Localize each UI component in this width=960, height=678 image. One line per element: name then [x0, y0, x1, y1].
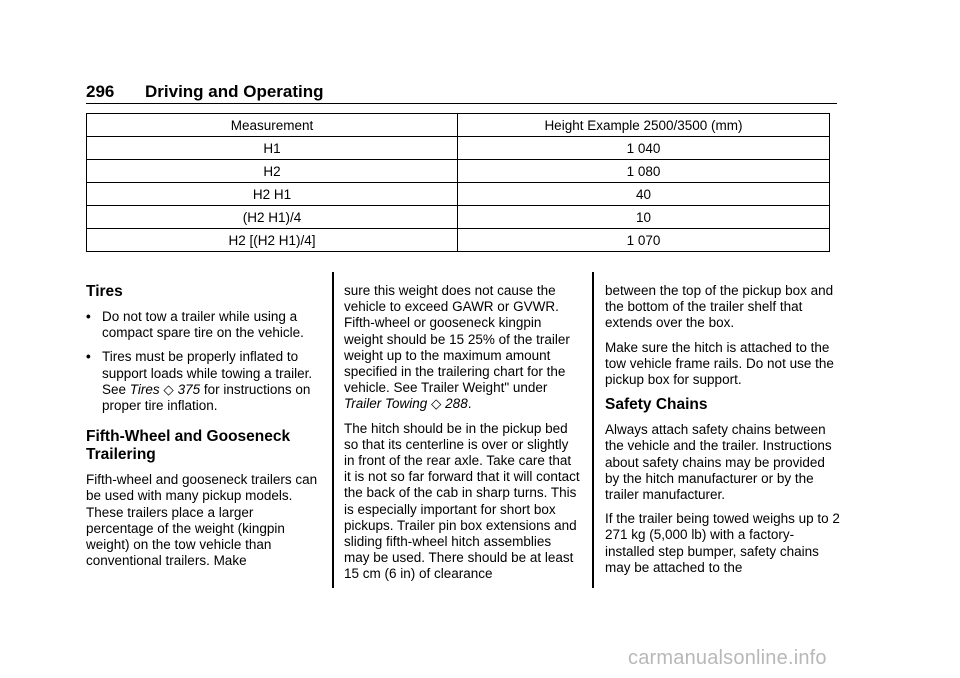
table-header-cell: Measurement [87, 114, 458, 137]
text-column-1 [86, 283, 322, 577]
bullet-dot: • [86, 309, 91, 324]
safety-chains-heading: Safety Chains [605, 396, 708, 414]
page-number: 296 [86, 82, 115, 101]
page-title: Driving and Operating [145, 82, 324, 101]
paragraph: between the top of the pickup box and the bottom of the trailer shelf that extends over the box. [605, 283, 834, 331]
table-cell: 1 070 [458, 229, 830, 252]
page-header [86, 82, 837, 104]
bullet-text [102, 349, 312, 413]
watermark: carmanualsonline.info [628, 647, 827, 669]
paragraph: If the trailer being towed weighs up to 2 271 kg (5,000 lb) with a factory-installed step bumper, safety chains may be attached to the [605, 511, 840, 575]
text-column-3 [605, 283, 841, 584]
table-row [87, 137, 830, 160]
bullet-item [86, 349, 322, 414]
paragraph: Always attach safety chains between the vehicle and the trailer. Instructions about safety chains may be provided by the hitch manufacturer or by the trailer manufacturer. [605, 422, 832, 503]
bullet-dot: • [86, 349, 91, 365]
fifth-wheel-heading: Fifth-Wheel and Gooseneck Trailering [86, 428, 291, 464]
table-row [87, 160, 830, 183]
tires-heading: Tires [86, 283, 123, 300]
paragraph-part: sure this weight does not cause the vehicle to exceed GAWR or GVWR. Fifth-wheel or gooseneck kingpin weight should be 15 25% of the trailer weight up to the maximum amount specified in the trailering chart for the vehicle. See Trailer Weight" under [344, 283, 570, 396]
tires-reference-link[interactable]: Tires [129, 381, 160, 397]
table-cell: H2 [87, 160, 458, 183]
tires-reference-page[interactable]: 375 [177, 381, 201, 397]
trailer-towing-reference-link[interactable]: Trailer Towing [344, 396, 428, 412]
page-ref-arrow-icon: ◇ [159, 381, 178, 397]
paragraph: Make sure the hitch is attached to the tow vehicle frame rails. Do not use the pickup box for support. [605, 339, 834, 388]
column-divider [592, 272, 594, 588]
bullet-text-part: Tires must be properly inflated to support loads while towing a trailer. See [102, 349, 313, 397]
bullet-item [86, 309, 322, 341]
table-cell: 40 [458, 183, 830, 206]
table-header-row [87, 114, 830, 137]
table-cell: H2 [(H2 H1)/4] [87, 229, 458, 252]
paragraph: The hitch should be in the pickup bed so that its centerline is over or slightly in front of the rear axle. Take care that it is not so far forward that it will contact the back of the cab in sharp turns. This is especially important for short box pickups. Trailer pin box extensions and sliding fifth-wheel hitch assemblies may be used. There should be at least 15 cm (6 in) of clearance [344, 420, 580, 582]
column-divider [332, 272, 334, 588]
text-column-2 [344, 283, 580, 591]
bullet-text-part: for instructions on proper tire inflation. [102, 381, 311, 414]
paragraph [344, 283, 580, 413]
table-cell: 1 040 [458, 137, 830, 160]
page-ref-arrow-icon: ◇ [427, 396, 446, 412]
paragraph-part: . [467, 396, 472, 412]
trailer-towing-reference-page[interactable]: 288 [445, 396, 468, 412]
table-cell: 1 080 [458, 160, 830, 183]
measurement-table [86, 113, 830, 252]
table-header-cell: Height Example 2500/3500 (mm) [458, 114, 830, 137]
table-cell: 10 [458, 206, 830, 229]
table-cell: H1 [87, 137, 458, 160]
table-row [87, 183, 830, 206]
table-row [87, 206, 830, 229]
paragraph: Fifth-wheel and gooseneck trailers can be used with many pickup models. These trailers place a larger percentage of the weight (kingpin weight) on the tow vehicle than conventional trailers. Make [86, 472, 318, 569]
table-row [87, 229, 830, 252]
table-cell: (H2 H1)/4 [87, 206, 458, 229]
table-cell: H2 H1 [87, 183, 458, 206]
bullet-text: Do not tow a trailer while using a compact spare tire on the vehicle. [102, 309, 304, 341]
